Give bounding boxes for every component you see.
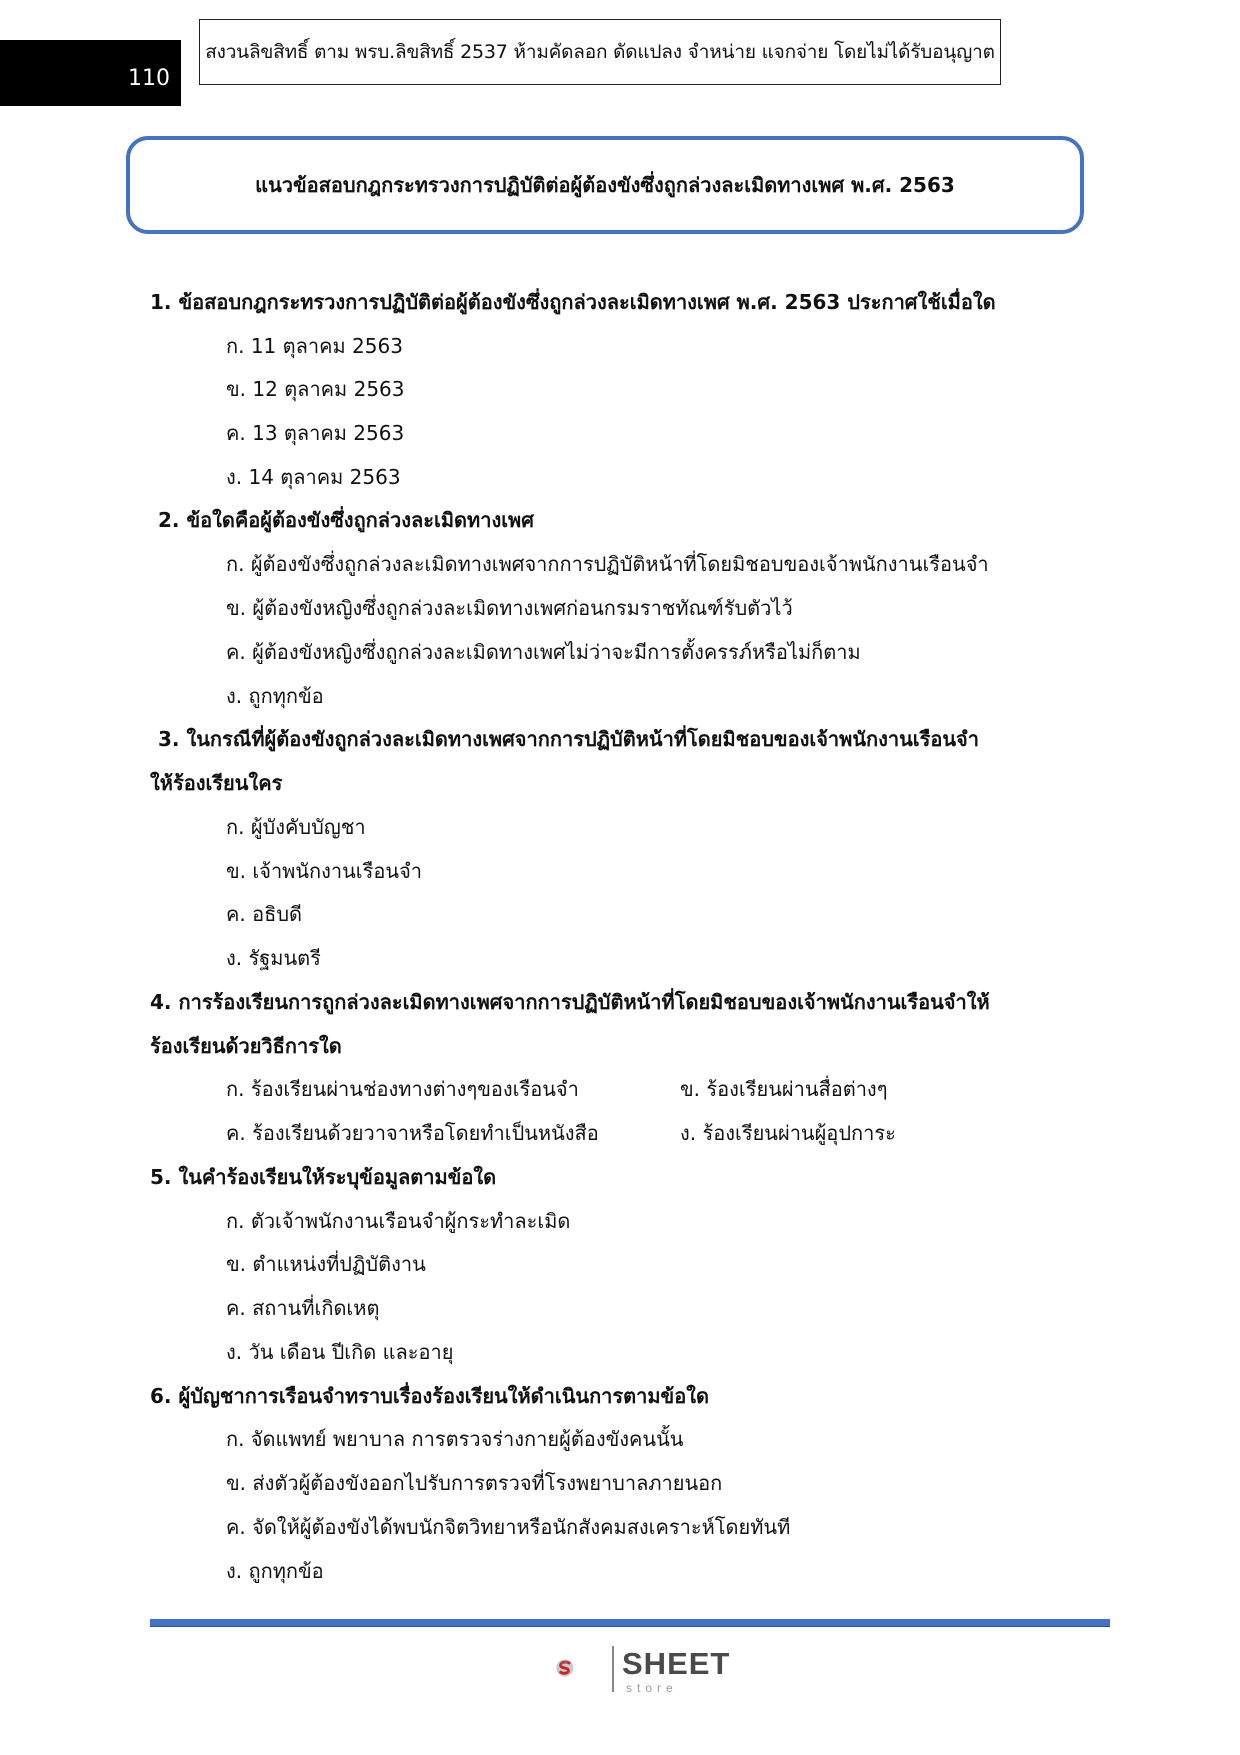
q3-option-d: ง. รัฐมนตรี — [226, 946, 321, 970]
question-4-line-2: ร้องเรียนด้วยวิธีการใด — [150, 1034, 342, 1058]
question-4-line-1: 4. การร้องเรียนการถูกล่วงละเมิดทางเพศจากการปฏิบัติหน้าที่โดยมิชอบของเจ้าพนักงานเรือนจำให้ — [150, 990, 990, 1014]
q2-option-b: ข. ผู้ต้องขังหญิงซึ่งถูกล่วงละเมิดทางเพศก่อนกรมราชทัณฑ์รับตัวไว้ — [226, 596, 793, 620]
q5-option-b: ข. ตำแหน่งที่ปฏิบัติงาน — [226, 1252, 426, 1276]
q3-option-c: ค. อธิบดี — [226, 902, 302, 926]
q4-option-a: ก. ร้องเรียนผ่านช่องทางต่างๆของเรือนจำ — [226, 1077, 579, 1101]
copyright-text: สงวนลิขสิทธิ์ ตาม พรบ.ลิขสิทธิ์ 2537 ห้ามคัดลอก ดัดแปลง จำหน่าย แจกจ่าย โดยไม่ได้รับอนุญาต — [205, 41, 995, 63]
q4-option-b: ข. ร้องเรียนผ่านสื่อต่างๆ — [680, 1077, 888, 1101]
logo-subtext: store — [626, 1681, 678, 1695]
logo-wordmark: SHEET — [622, 1646, 731, 1681]
q3-option-b: ข. เจ้าพนักงานเรือนจำ — [226, 859, 423, 883]
q6-option-c: ค. จัดให้ผู้ต้องขังได้พบนักจิตวิทยาหรือนักสังคมสงเคราะห์โดยทันที — [226, 1515, 791, 1539]
question-2: 2. ข้อใดคือผู้ต้องขังซึ่งถูกล่วงละเมิดทางเพศ — [158, 508, 534, 532]
page-number: 110 — [128, 66, 170, 91]
q2-option-c: ค. ผู้ต้องขังหญิงซึ่งถูกล่วงละเมิดทางเพศไม่ว่าจะมีการตั้งครรภ์หรือไม่ก็ตาม — [226, 640, 861, 664]
q2-option-d: ง. ถูกทุกข้อ — [226, 684, 324, 708]
q1-option-c: ค. 13 ตุลาคม 2563 — [226, 421, 405, 445]
question-3-line-2: ให้ร้องเรียนใคร — [150, 771, 283, 795]
q5-option-d: ง. วัน เดือน ปีเกิด และอายุ — [226, 1340, 454, 1364]
copyright-notice — [199, 19, 1001, 85]
q6-option-d: ง. ถูกทุกข้อ — [226, 1559, 324, 1583]
q2-option-a: ก. ผู้ต้องขังซึ่งถูกล่วงละเมิดทางเพศจากการปฏิบัติหน้าที่โดยมิชอบของเจ้าพนักงานเรือนจำ — [226, 552, 989, 576]
q5-option-c: ค. สถานที่เกิดเหตุ — [226, 1296, 380, 1320]
page-title: แนวข้อสอบกฎกระทรวงการปฏิบัติต่อผู้ต้องขังซึ่งถูกล่วงละเมิดทางเพศ พ.ศ. 2563 — [255, 173, 955, 197]
q4-option-d: ง. ร้องเรียนผ่านผู้อุปการะ — [680, 1121, 896, 1145]
q6-option-b: ข. ส่งตัวผู้ต้องขังออกไปรับการตรวจที่โรงพยาบาลภายนอก — [226, 1471, 723, 1495]
q3-option-a: ก. ผู้บังคับบัญชา — [226, 815, 366, 839]
q1-option-d: ง. 14 ตุลาคม 2563 — [226, 465, 401, 489]
q6-option-a: ก. จัดแพทย์ พยาบาล การตรวจร่างกายผู้ต้องขังคนนั้น — [226, 1427, 684, 1451]
q1-option-b: ข. 12 ตุลาคม 2563 — [226, 377, 405, 401]
question-5: 5. ในคำร้องเรียนให้ระบุข้อมูลตามข้อใด — [150, 1165, 497, 1189]
question-3-line-1: 3. ในกรณีที่ผู้ต้องขังถูกล่วงละเมิดทางเพศจากการปฏิบัติหน้าที่โดยมิชอบของเจ้าพนักงานเรือนจำ — [158, 727, 980, 751]
question-1: 1. ข้อสอบกฎกระทรวงการปฏิบัติต่อผู้ต้องขังซึ่งถูกล่วงละเมิดทางเพศ พ.ศ. 2563 ประกาศใช้เมื่อใด — [150, 290, 996, 314]
q4-option-c: ค. ร้องเรียนด้วยวาจาหรือโดยทำเป็นหนังสือ — [226, 1121, 599, 1145]
q1-option-a: ก. 11 ตุลาคม 2563 — [226, 334, 403, 358]
question-6: 6. ผู้บัญชาการเรือนจำทราบเรื่องร้องเรียนให้ดำเนินการตามข้อใด — [150, 1384, 709, 1408]
sheet-store-logo-icon — [555, 1640, 615, 1696]
footer-rule — [150, 1619, 1110, 1627]
logo-divider — [612, 1646, 614, 1692]
title-box — [126, 136, 1084, 234]
q5-option-a: ก. ตัวเจ้าพนักงานเรือนจำผู้กระทำละเมิด — [226, 1209, 571, 1233]
